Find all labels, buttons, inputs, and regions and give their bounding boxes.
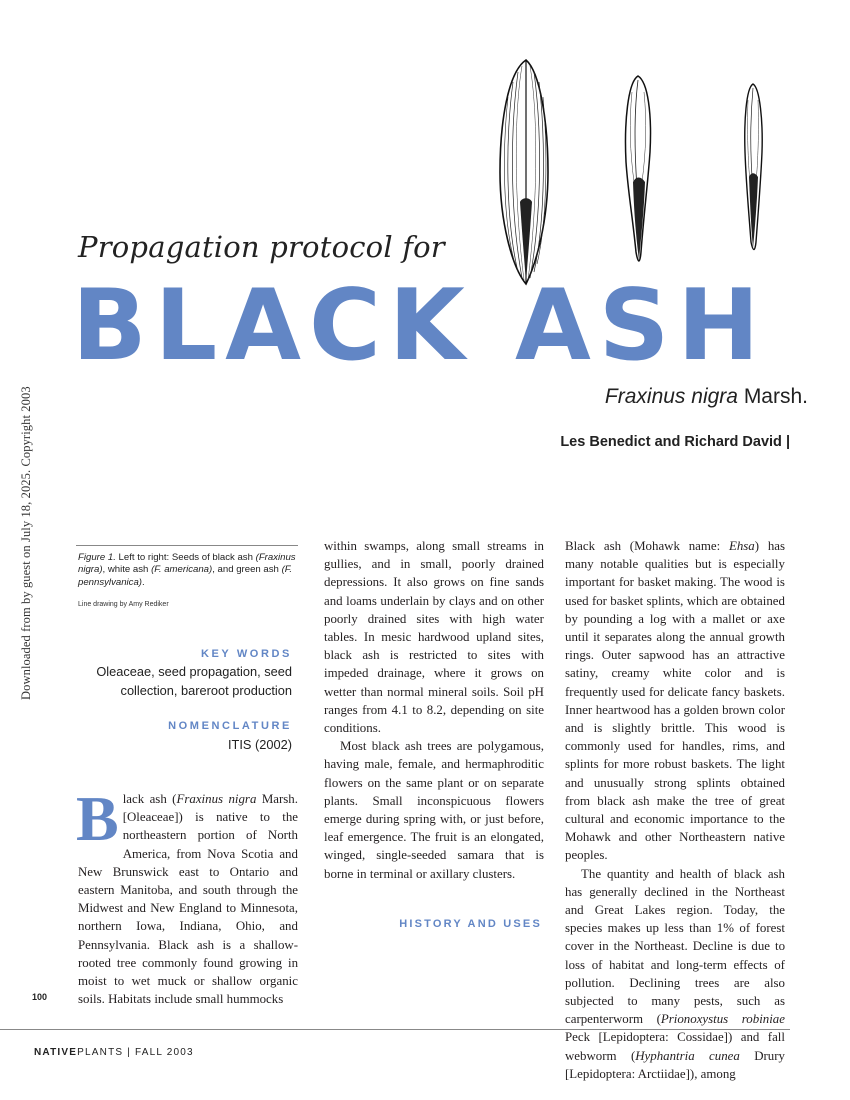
journal-brand: NATIVE bbox=[34, 1047, 78, 1058]
intro-paragraph bbox=[76, 783, 299, 1008]
caption-text: . bbox=[142, 576, 145, 588]
paragraph-text: lack ash ( bbox=[122, 792, 177, 806]
black-ash-seed-drawing bbox=[500, 60, 548, 284]
caption-text: , and green ash bbox=[212, 564, 279, 576]
body-paragraph: within swamps, along small streams in gullies, and in small, poorly drained depressions. It also grows on fine sands and loams underlain by clays and on other poorly drained sites with high water tables. In mesic hardwood upland sites, black ash is restricted to sites with impeded drainage, where it grows on wetter than normal mineral soils. Soil pH ranges from 4.1 to 8.2, depending on site conditions. bbox=[324, 539, 545, 736]
figure-caption bbox=[78, 552, 296, 589]
body-paragraph: The quantity and health of black ash has generally declined in the Northeast and Great Lakes region. Today, the species makes up less than 1% of forest cover in the Northeast. Decline is due to loss of habitat and long-term effects of pollution. Declining trees are also subjected to many pests, such as carpenterworm (Prionoxystus robiniae Peck [Lepidoptera: Cossidae]) and fall webworm (Hyphantria cunea Drury [Lepidoptera: Arctiidae]), among bbox=[565, 866, 786, 1081]
body-paragraph: Most black ash trees are polygamous, having male, female, and hermaphroditic flowers on the same plant or on separate plants. Small inconspicuous flowers emerge during spring with, or just before, leaf emergence. The fruit is an elongated, winged, single-seeded samara that is borne in terminal or axillary clusters. bbox=[324, 739, 545, 881]
seed-illustration bbox=[478, 52, 796, 288]
nomenclature-text: ITIS (2002) bbox=[227, 737, 292, 752]
body-column-1 bbox=[76, 783, 299, 1008]
figure-divider bbox=[76, 545, 298, 546]
authors-byline: Les Benedict and Richard David | bbox=[560, 434, 790, 450]
white-ash-seed-drawing bbox=[626, 76, 651, 261]
scientific-authority: Marsh. bbox=[743, 385, 808, 408]
species-name: Prionoxystus bbox=[660, 1012, 729, 1027]
caption-label: Figure 1. bbox=[78, 552, 116, 563]
species-name: robiniae bbox=[741, 1012, 785, 1027]
journal-brand-rest: PLANTS bbox=[77, 1047, 124, 1058]
keywords-heading: KEY WORDS bbox=[200, 648, 292, 660]
keywords-text: Oleaceae, seed propagation, seed collection, bareroot production bbox=[96, 664, 292, 698]
figure-credit: Line drawing by Amy Rediker bbox=[78, 601, 169, 608]
body-column-2 bbox=[324, 537, 544, 937]
title-prefix: Propagation protocol for bbox=[78, 230, 445, 264]
species-name bbox=[728, 1012, 742, 1026]
nomenclature-heading: NOMENCLATURE bbox=[168, 720, 292, 732]
page-number: 100 bbox=[32, 992, 48, 1002]
caption-text: , white ash bbox=[102, 564, 149, 576]
paragraph-text: Marsh. [Oleaceae]) is native to the northeastern portion of North America, from Nova Scotia and New Brunswick east to Ontario and eastern Manitoba, and south through the Midwest and New England to Minnesota, northern Iowa, Indiana, Ohio, and Pennsylvania. Black ash is a shallow-rooted tree commonly found growing in moist to wet muck or shallow organic soils. Habitats include small hummocks bbox=[78, 792, 299, 1007]
species-name: Fraxinus nigra bbox=[176, 792, 257, 806]
caption-species: (Fraxinus nigra) bbox=[78, 552, 296, 576]
green-ash-seed-drawing bbox=[745, 84, 762, 250]
scientific-binomial: Fraxinus nigra bbox=[604, 385, 738, 408]
main-title: BLACK ASH bbox=[72, 269, 768, 383]
caption-species: (F. pennsylvanica) bbox=[78, 564, 293, 588]
species-name bbox=[695, 1049, 709, 1063]
body-paragraph: Black ash (Mohawk name: Ehsa) has many notable qualities but is especially important for basket making. The wood is used for basket splints, which are obtained by pounding a log with a mallet or axe until it separates along the annual growth rings. Outer sapwood has an attractive satiny, creamy white color and is frequently used for delicate fancy baskets. Inner heartwood has a golden brown color and is slightly brittle. This wood is commonly used for handles, rims, and splints for more robust baskets. The light and unusually strong splints obtained from black ash make the tree of great cultural and economic importance to the Mohawk and other Northeastern native peoples. bbox=[565, 539, 786, 863]
species-name: Hyphantria bbox=[635, 1048, 695, 1063]
caption-species: (F. americana) bbox=[151, 564, 213, 576]
caption-text: Left to right: Seeds of black ash bbox=[118, 552, 253, 563]
download-notice: Downloaded from by guest on July 18, 2025. Copyright 2003 bbox=[19, 386, 33, 700]
section-heading-history: HISTORY AND USES bbox=[399, 918, 542, 930]
body-column-3 bbox=[565, 537, 785, 1083]
journal-issue: | FALL 2003 bbox=[123, 1047, 194, 1058]
footer-divider bbox=[0, 1029, 790, 1030]
species-name: cunea bbox=[709, 1048, 740, 1063]
footer bbox=[34, 1047, 194, 1058]
scientific-name bbox=[605, 385, 808, 409]
species-name: Ehsa bbox=[728, 539, 755, 553]
drop-cap: B bbox=[76, 783, 119, 854]
